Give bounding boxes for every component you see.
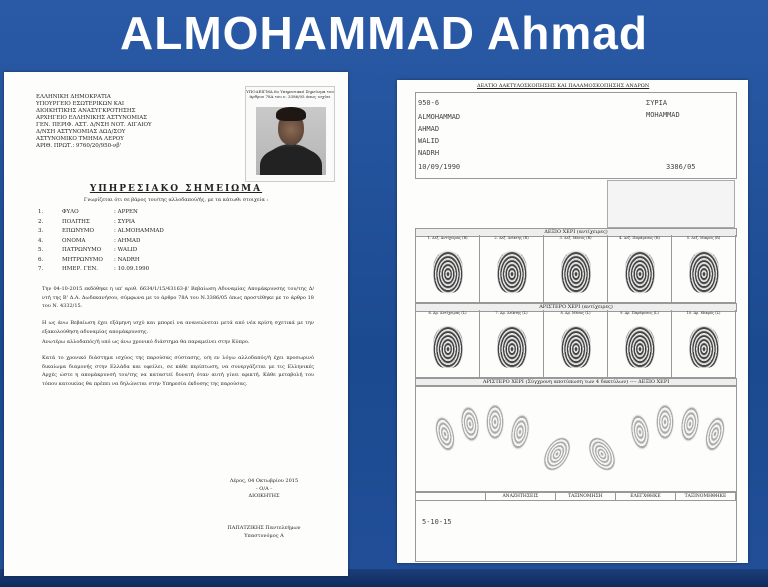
fingerprint: [561, 326, 591, 368]
father-handwritten: WALID: [418, 137, 440, 145]
right-handwritten-2: MOHAMMAD: [646, 111, 680, 119]
field-num: 3.: [38, 228, 44, 234]
field-label: ΠΟΛΙΤΗΣ: [62, 218, 90, 225]
right-hand-fingerprints: [415, 235, 736, 303]
header-line: ΑΡΧΗΓΕΙΟ ΕΛΛΗΝΙΚΗΣ ΑΣΤΥΝΟΜΙΑΣ: [36, 115, 148, 121]
field-label: ΦΥΛΟ: [62, 209, 79, 215]
photo-caption: ΥΠΟΔΕΙΓΜΑ 6ο Υπηρεσιακό Σημείωμα του άρθρου 78Α του ν. 3386/05 όπως ισχύει: [246, 89, 334, 99]
ref-handwritten: 950-6: [418, 99, 440, 107]
header-line: ΕΛΛΗΝΙΚΗ ΔΗΜΟΚΡΑΤΙΑ: [36, 94, 111, 100]
signatory: [204, 525, 324, 540]
stamp-box: [607, 180, 735, 228]
signature-block: [204, 478, 324, 501]
fingerprint-cell: [544, 235, 608, 303]
mother-handwritten: NADRH: [418, 149, 440, 157]
slap-print: [702, 414, 729, 453]
slap-print: [656, 404, 674, 440]
fingerprint: [497, 326, 527, 368]
personal-fields: [38, 208, 234, 275]
field-num: 5.: [38, 247, 44, 253]
field-value: : ΑΡΡΕΝ: [114, 209, 138, 215]
fingerprint: [433, 326, 463, 368]
surname-handwritten: ALMOHAMMAD: [418, 113, 461, 121]
fingerprint-cell: [608, 310, 672, 378]
field-row: [38, 218, 234, 228]
slap-prints: [415, 385, 737, 492]
signature-title: ΔΙΟΙΚΗΤΗΣ: [248, 493, 280, 499]
table-header-cell: ΤΑΞΙΝΟΜΗΘΗΚΕ: [676, 493, 736, 500]
field-label: ΗΜΕΡ. ΓΕΝ.: [62, 266, 99, 272]
slap-print: [583, 433, 620, 475]
field-label: ΠΑΤΡΩΝΥΜΟ: [62, 247, 102, 253]
field-num: 2.: [38, 218, 44, 225]
finger-label: 3. Δεξ. Μέσος (R): [559, 236, 592, 240]
finger-label: 8. Αρ. Μέσος (L): [560, 311, 591, 315]
field-value: : WALID: [114, 247, 138, 253]
table-header-cell: ΤΑΞΙΝΟΜΗΣΗ: [556, 493, 616, 500]
right-hand-label: ΔΕΞΙΟ ΧΕΡΙ (αντίχειρες): [415, 228, 737, 237]
field-label: ΜΗΤΡΩΝΥΜΟ: [62, 256, 103, 263]
header-line: ΓΕΝ. ΠΕΡΙΦ. ΑΣΤ. Δ/ΝΣΗ ΝΟΤ. ΑΙΓΑΙΟΥ: [36, 122, 152, 128]
page-title: ALMOHAMMAD Ahmad: [120, 7, 648, 59]
stamp-handwritten: 5-10-15: [422, 518, 452, 526]
slap-print: [679, 405, 702, 443]
field-value: : 10.09.1990: [114, 266, 150, 272]
finger-label: 9. Αρ. Παράμεσος (L): [620, 311, 659, 315]
fingerprint-cell: [608, 235, 672, 303]
signature-role: - Ο/Α -: [256, 485, 272, 492]
finger-label: 7. Αρ. Δείκτης (L): [495, 311, 528, 315]
finger-label: 5. Δεξ. Μικρός (R): [686, 236, 721, 240]
document-header: [36, 94, 186, 150]
dob-handwritten: 10/09/1990: [418, 163, 461, 171]
fingerprint: [689, 251, 719, 293]
header-line: ΑΣΤΥΝΟΜΙΚΟ ΤΜΗΜΑ ΛΕΡΟΥ: [36, 136, 124, 142]
paragraph-1: Την 04-10-2015 εκδόθηκε η υπ' αριθ. 6634/1/15/43163-β' Βεβαίωση Αδυναμίας Απομάκρυνσης του/της Δ/ντή της Β' Δ.Α. Δωδεκανήσου, σύμφωνα με το άρθρο 78Α του Ν.3386/05 όπως προστέθηκε με το άρθρο 18 του Ν. 4332/15.: [42, 286, 314, 309]
field-num: 7.: [38, 266, 44, 272]
right-handwritten-1: ΣΥΡΙΑ: [646, 99, 668, 107]
fingerprint-card: [397, 80, 748, 563]
fingerprint: [625, 251, 655, 293]
field-num: 1.: [38, 209, 44, 215]
field-label: ΕΠΩΝΥΜΟ: [62, 228, 94, 234]
fingerprint: [433, 251, 463, 293]
slap-print: [486, 404, 504, 440]
field-value: : AHMAD: [114, 237, 141, 244]
fingerprint-cell: [672, 310, 736, 378]
table-header-cell: [416, 493, 486, 500]
slap-print: [459, 405, 482, 443]
paragraph-2: Η ως άνω Βεβαίωση έχει εξάμηνη ισχύ και μπορεί να ανανεώνεται μετά από νέα κρίση σχετικά με την εξακολούθηση αδυναμίας απομάκρυνσης.: [42, 320, 314, 335]
field-value: : ΣΥΡΙΑ: [114, 218, 135, 225]
left-hand-fingerprints: [415, 310, 736, 378]
classification-table: [415, 492, 737, 562]
finger-label: 1. Δεξ. Αντίχειρας (R): [427, 236, 468, 240]
field-row: [38, 265, 234, 275]
slap-print: [538, 433, 575, 475]
field-row: [38, 208, 234, 218]
document-subtitle: Γνωρίζεται ότι σε βάρος του/της αλλοδαπού/ής, με τα κάτωθι στοιχεία :: [83, 197, 269, 203]
fingerprint: [625, 326, 655, 368]
document-title: ΥΠΗΡΕΣΙΑΚΟ ΣΗΜΕΙΩΜΑ: [89, 184, 263, 194]
card-title: ΔΕΛΤΙΟ ΔΑΚΤΥΛΟΣΚΟΠΗΣΗΣ ΚΑΙ ΠΑΛΑΜΟΣΚΟΠΗΣΗΣ ΑΝΔΡΩΝ: [477, 83, 650, 89]
signature-date: Λέρος, 04 Οκτωβρίου 2015: [229, 478, 299, 484]
header-line: ΥΠΟΥΡΓΕΙΟ ΕΣΩΤΕΡΙΚΩΝ ΚΑΙ: [36, 101, 125, 107]
paragraph-3: Ανωτέρω αλλοδαπός/ή υπό ως άνω χρονικό διάστημα θα παραμείνει στην Κύπρο.: [42, 339, 250, 345]
fingerprint-cell: [672, 235, 736, 303]
field-row: [38, 246, 234, 256]
finger-label: 6. Αρ. Αντίχειρας (L): [428, 311, 467, 315]
fingerprint: [561, 251, 591, 293]
field-row: [38, 237, 234, 247]
name-handwritten: AHMAD: [418, 125, 440, 133]
field-num: 4.: [38, 237, 44, 244]
table-header-cell: ΕΛΕΓΧΘΗΚΕ: [616, 493, 676, 500]
finger-label: 10. Αρ. Μικρός (L): [686, 311, 721, 315]
header-line: ΑΡΙΘ. ΠΡΩΤ.: 9760/20/950-νβ': [36, 143, 122, 149]
fingerprint-cell: [416, 310, 480, 378]
slap-print: [432, 414, 459, 453]
header-line: Δ/ΝΣΗ ΑΣΤΥΝΟΜΙΑΣ ΔΩΔ/ΣΟΥ: [36, 129, 126, 135]
field-value: : ALMOHAMMAD: [114, 228, 164, 234]
finger-label: 2. Δεξ. Δείκτης (R): [494, 236, 529, 240]
person-photo: [256, 107, 326, 175]
field-value: : NADRH: [114, 256, 140, 263]
fingerprint-cell: [544, 310, 608, 378]
slap-label: ΑΡΙΣΤΕΡΟ ΧΕΡΙ (Σύγχρονη αποτύπωση των 4 δακτύλων) ---- ΔΕΞΙΟ ΧΕΡΙ: [415, 378, 737, 387]
service-note-document: [4, 72, 348, 576]
right-handwritten-3: 3386/05: [666, 163, 696, 171]
fingerprint-cell: [480, 235, 544, 303]
fingerprint: [689, 326, 719, 368]
left-hand-label: ΑΡΙΣΤΕΡΟ ΧΕΡΙ (αντίχειρες): [415, 303, 737, 312]
field-row: [38, 227, 234, 237]
fingerprint-cell: [416, 235, 480, 303]
field-row: [38, 256, 234, 266]
slap-print: [628, 413, 652, 452]
fingerprint: [497, 251, 527, 293]
signatory-rank: Υπαστυνόμος Α: [244, 532, 284, 539]
slap-print: [508, 413, 532, 452]
header-line: ΔΙΟΙΚΗΤΙΚΗΣ ΑΝΑΣΥΓΚΡΟΤΗΣΗΣ: [36, 108, 136, 114]
card-personal-data: [415, 92, 737, 179]
field-label: ΟΝΟΜΑ: [62, 237, 86, 244]
table-header-cell: ΑΝΑΖΗΤΗΣΕΙΣ: [486, 493, 556, 500]
table-header: [416, 493, 736, 501]
photo-box: [245, 86, 335, 182]
paragraph-4: Κατά το χρονικό διάστημα ισχύος της παρούσας σύστασης, ο/η εν λόγω αλλοδαπός/ή έχει προσωρινό δικαίωμα διαμονής στην Ελλάδα και οφείλει, σε κάθε περίπτωση, να συνεργάζεται με τις Ελληνικές Αρχές ώστε η απομάκρυνσή του/της να καταστεί δυνατή όταν αυτή γίνει εφικτή. Κάθε μεταβολή του τόπου κατοικίας θα πρέπει να δηλώνεται στην Υπηρεσία έκδοσης της παρούσας.: [42, 355, 314, 387]
signatory-name: ΠΑΠΑΤΖΙΚΗΣ Παντελεήμων: [227, 525, 301, 531]
finger-label: 4. Δεξ. Παράμεσος (R): [619, 236, 660, 240]
field-num: 6.: [38, 256, 44, 263]
fingerprint-cell: [480, 310, 544, 378]
